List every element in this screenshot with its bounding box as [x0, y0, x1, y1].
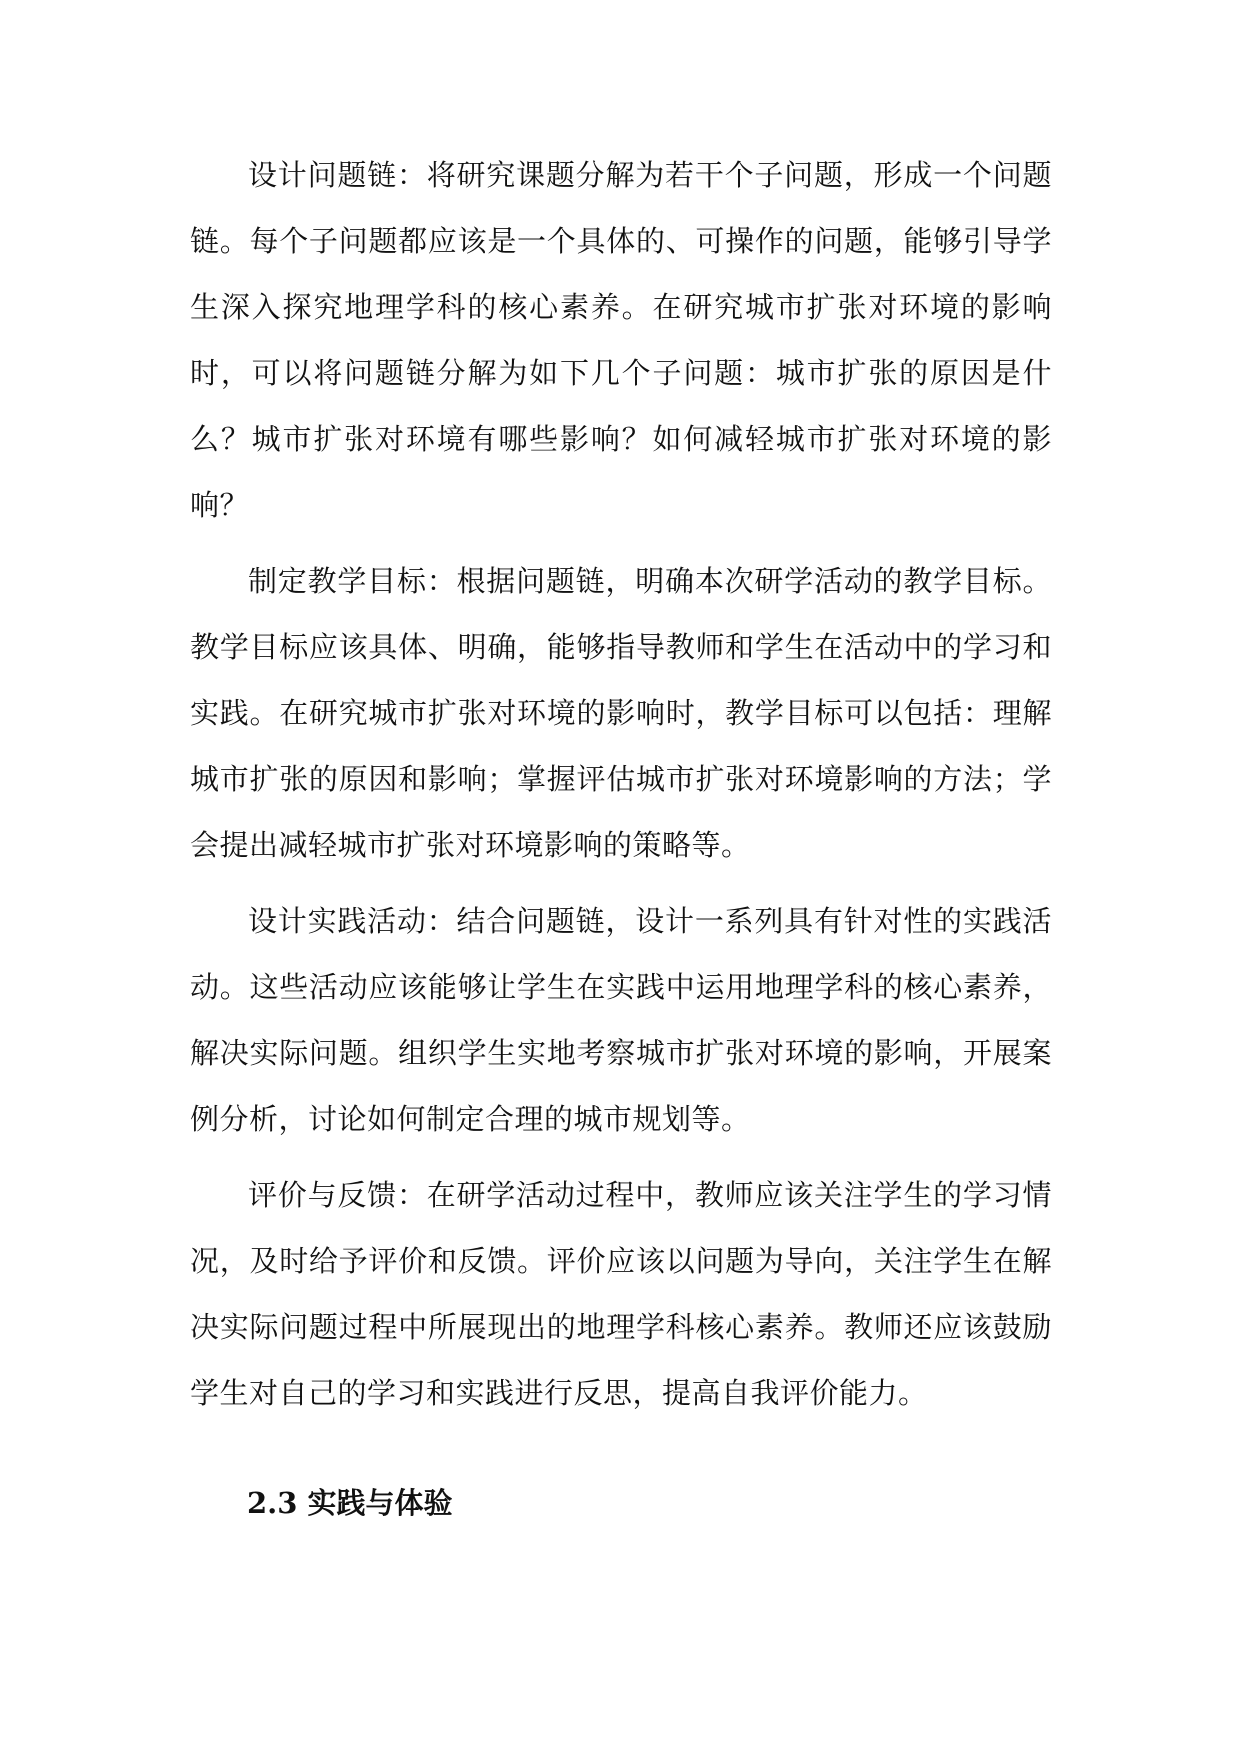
section-heading: 2.3 实践与体验	[247, 1486, 453, 1520]
paragraph-practice-activities: 设计实践活动：结合问题链，设计一系列具有针对性的实践活动。这些活动应该能够让学生在实践中运用地理学科的核心素养，解决实际问题。组织学生实地考察城市扩张对环境的影响，开展案例分析，讨论如何制定合理的城市规划等。	[190, 904, 1052, 1136]
paragraph-teaching-goals: 制定教学目标：根据问题链，明确本次研学活动的教学目标。教学目标应该具体、明确，能够指导教师和学生在活动中的学习和实践。在研究城市扩张对环境的影响时，教学目标可以包括：理解城市扩张的原因和影响；掌握评估城市扩张对环境影响的方法；学会提出减轻城市扩张对环境影响的策略等。	[190, 564, 1052, 862]
paragraph-design-question-chain: 设计问题链：将研究课题分解为若干个子问题，形成一个问题链。每个子问题都应该是一个具体的、可操作的问题，能够引导学生深入探究地理学科的核心素养。在研究城市扩张对环境的影响时，可以将问题链分解为如下几个子问题：城市扩张的原因是什么？城市扩张对环境有哪些影响？如何减轻城市扩张对环境的影响？	[190, 158, 1052, 522]
paragraph-evaluation-feedback: 评价与反馈：在研学活动过程中，教师应该关注学生的学习情况，及时给予评价和反馈。评价应该以问题为导向，关注学生在解决实际问题过程中所展现出的地理学科核心素养。教师还应该鼓励学生对自己的学习和实践进行反思，提高自我评价能力。	[190, 1178, 1052, 1410]
body-text	[190, 142, 1052, 1436]
